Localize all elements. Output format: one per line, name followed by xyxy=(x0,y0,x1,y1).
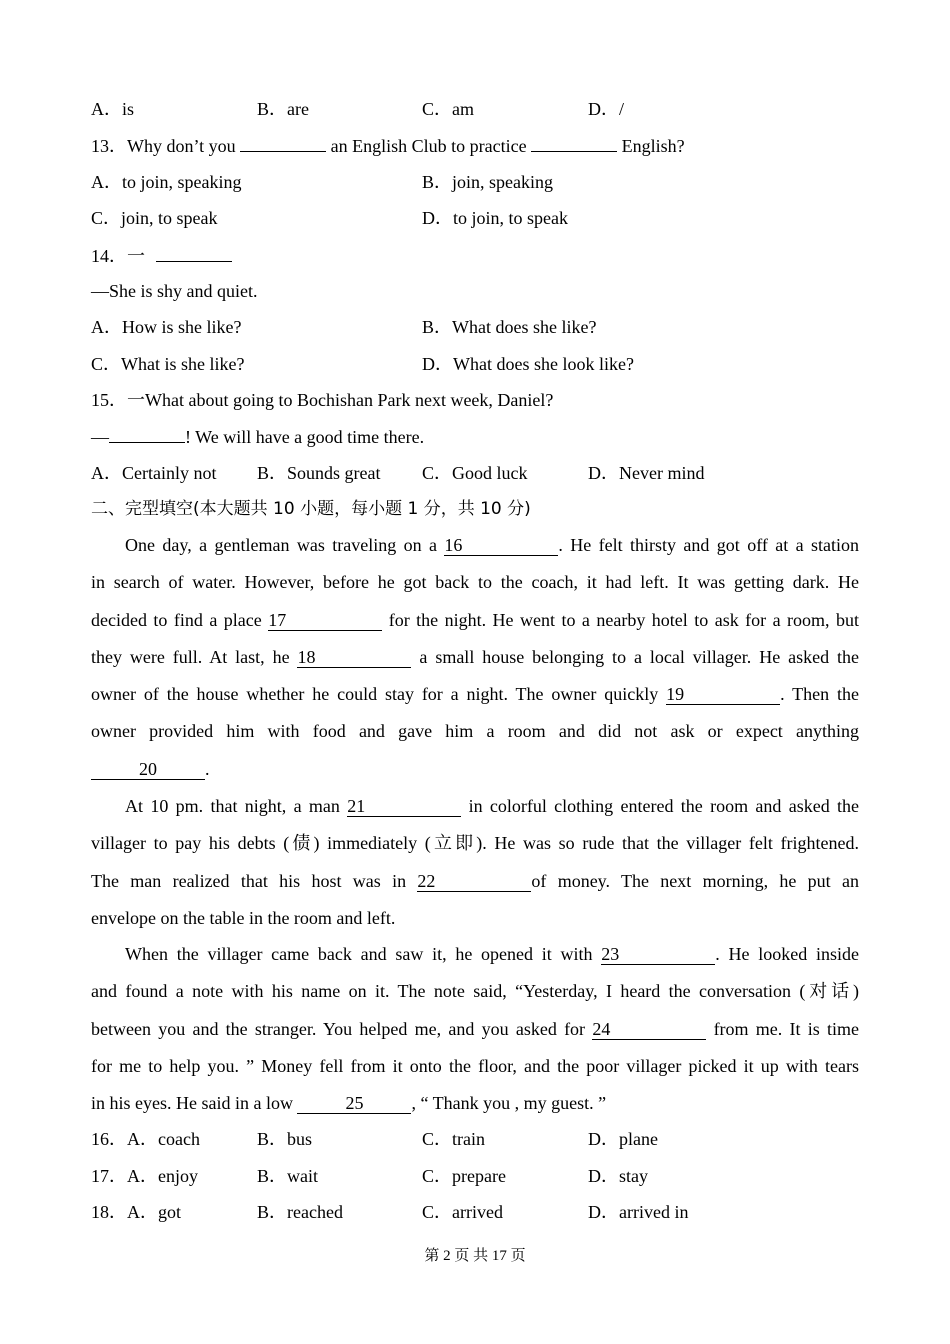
q18-option-c: C．arrived xyxy=(422,1202,503,1222)
p2-line-4: envelope on the table in the room and left. xyxy=(91,907,396,928)
blank-20: 20 xyxy=(91,759,205,780)
q15-stem: 15．一What about going to Bochishan Park next week, Daniel? xyxy=(91,390,554,410)
p1-line-4: they were full. At last, he 18 a small house belonging to a local villager. He asked the xyxy=(91,646,860,667)
p2-line-3: The man realized that his host was in 22 of money. The next morning, he put an xyxy=(91,870,859,891)
q15-reply xyxy=(91,424,859,449)
q14-option-d: D．What does she look like? xyxy=(422,354,634,374)
blank-16: 16 xyxy=(444,535,558,556)
blank-21: 21 xyxy=(347,796,461,817)
blank-25: 25 xyxy=(297,1093,411,1114)
p2-line-2: villager to pay his debts (债) immediately (立即). He was so rude that the villager felt frightened. xyxy=(91,833,859,854)
q13-blank-1 xyxy=(240,133,326,152)
p3-line-1: When the villager came back and saw it, he opened it with 23 . He looked inside xyxy=(125,944,859,964)
q17-option-b: B．wait xyxy=(257,1166,318,1186)
q13-text-part1: 13．Why don’t you xyxy=(91,136,236,156)
q18-option-d: D．arrived in xyxy=(588,1202,689,1222)
q13-stem xyxy=(91,133,859,158)
passage-paragraph-3 xyxy=(91,936,859,1122)
q17-option-d: D．stay xyxy=(588,1166,648,1186)
section-title: 二、完型填空(本大题共 10 小题，每小题 1 分，共 10 分) xyxy=(91,499,531,519)
q15-option-a: A．Certainly not xyxy=(91,463,217,483)
p1-line-5: owner of the house whether he could stay for a night. The owner quickly 19 . Then the xyxy=(91,684,860,705)
q13-option-b: B．join, speaking xyxy=(422,172,553,192)
p3-line-3: between you and the stranger. You helped me, and you asked for 24 from me. It is time xyxy=(91,1018,860,1039)
passage-paragraph-2 xyxy=(91,788,859,937)
q15-option-b: B．Sounds great xyxy=(257,463,381,483)
q18-option-a: 18．A．got xyxy=(91,1202,181,1222)
p1-line-2: in search of water. However, before he got back to the coach, it had left. It was getting dark. He xyxy=(91,572,859,593)
q14-prompt: 14．一 xyxy=(91,246,145,266)
q16-option-a: 16．A．coach xyxy=(91,1129,200,1149)
q13-text-part2: an English Club to practice xyxy=(330,136,527,156)
blank-19: 19 xyxy=(666,684,780,705)
blank-24: 24 xyxy=(592,1019,706,1040)
q13-text-part3: English? xyxy=(621,136,685,156)
q18-option-b: B．reached xyxy=(257,1202,343,1222)
blank-23: 23 xyxy=(601,944,715,965)
blank-22: 22 xyxy=(417,871,531,892)
page-number-footer: 第 2 页 共 17 页 xyxy=(424,1248,526,1264)
q13-blank-2 xyxy=(531,133,617,152)
q14-option-c: C．What is she like? xyxy=(91,354,245,374)
q14-stem xyxy=(91,243,859,268)
q12-option-c: C．am xyxy=(422,99,474,119)
q17-option-c: C．prepare xyxy=(422,1166,506,1186)
q12-option-a: A．is xyxy=(91,99,135,119)
q14-answer-line: —She is shy and quiet. xyxy=(91,281,258,301)
p1-line-1: One day, a gentleman was traveling on a 16 . He felt thirsty and got off at a station xyxy=(125,535,860,555)
q14-option-a: A．How is she like? xyxy=(91,317,242,337)
p2-line-1: At 10 pm. that night, a man 21 in colorful clothing entered the room and asked the xyxy=(125,796,860,816)
p3-line-4: for me to help you. ” Money fell from it onto the floor, and the poor villager picked it up with tears xyxy=(91,1055,859,1076)
q13-option-c: C．join, to speak xyxy=(91,208,218,228)
q15-option-d: D．Never mind xyxy=(588,463,705,483)
q14-blank xyxy=(156,243,232,262)
blank-18: 18 xyxy=(297,647,411,668)
q16-option-c: C．train xyxy=(422,1129,485,1149)
p1-line-6: owner provided him with food and gave him a room and did not ask or expect anything xyxy=(91,721,859,742)
q12-option-d: D．/ xyxy=(588,99,624,119)
p1-line-7: 20 . xyxy=(91,751,859,788)
p3-line-5: in his eyes. He said in a low 25 , “ Thank you , my guest. ” xyxy=(91,1093,607,1114)
q16-option-b: B．bus xyxy=(257,1129,313,1149)
q16-option-d: D．plane xyxy=(588,1129,658,1149)
p3-line-2: and found a note with his name on it. The note said, “Yesterday, I heard the conversation (对话) xyxy=(91,981,859,1002)
p1-line-3: decided to find a place 17 for the night. He went to a nearby hotel to ask for a room, but xyxy=(91,609,860,630)
q14-option-b: B．What does she like? xyxy=(422,317,597,337)
q15-reply-dash: — xyxy=(91,427,109,447)
q17-option-a: 17．A．enjoy xyxy=(91,1166,198,1186)
q15-blank xyxy=(109,424,185,443)
q13-option-a: A．to join, speaking xyxy=(91,172,242,192)
q13-option-d: D．to join, to speak xyxy=(422,208,568,228)
passage-paragraph-1 xyxy=(91,527,859,788)
q12-option-b: B．are xyxy=(257,99,309,119)
blank-17: 17 xyxy=(268,610,382,631)
q15-option-c: C．Good luck xyxy=(422,463,528,483)
q15-reply-rest: ! We will have a good time there. xyxy=(185,427,425,447)
